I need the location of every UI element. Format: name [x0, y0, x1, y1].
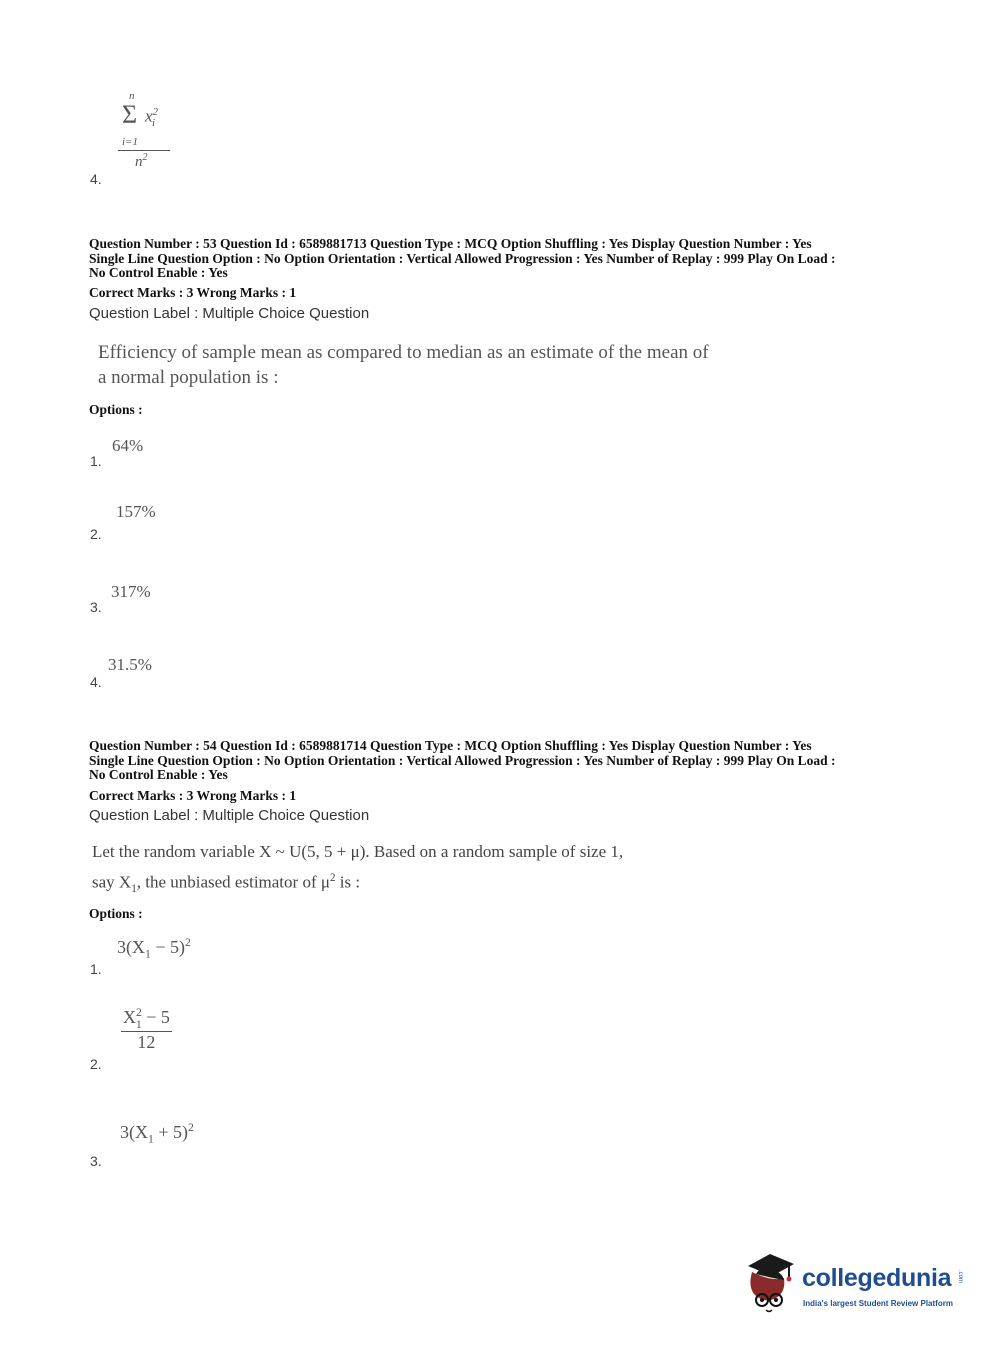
q54-option-2-numerator: $X^2_1 - 5$ — [123, 1006, 170, 1031]
q53-text-line-1: Efficiency of sample mean as compared to median as an estimate of the mean of — [98, 342, 709, 363]
q53-question-label: Question Label : Multiple Choice Question — [89, 305, 370, 322]
q54-text-line-2: say $X_1$, the unbiased estimator of $\mu^2$ is : — [92, 872, 361, 896]
q54-metadata — [89, 739, 919, 783]
denominator: $n^2$ — [135, 152, 148, 170]
q54-option-2-value — [121, 1006, 172, 1053]
q54-meta-line-1: Question Number : 54 Question Id : 6589881714 Question Type : MCQ Option Shuffling : Yes Display Question Number : Yes — [89, 738, 812, 753]
q54-question-text — [92, 838, 623, 903]
q53-meta-line-2: Single Line Question Option : No Option Orientation : Vertical Allowed Progression : Yes Number of Replay : 999 Play On Load : — [89, 250, 836, 266]
q53-options-heading: Options : — [89, 402, 143, 417]
q53-option-2-number: 2. — [90, 526, 102, 542]
q53-meta-line-1: Question Number : 53 Question Id : 6589881713 Question Type : MCQ Option Shuffling : Yes Display Question Number : Yes — [89, 236, 812, 251]
q54-option-2-fraction — [121, 1006, 172, 1053]
sum-upper-limit: n — [129, 90, 135, 102]
q53-question-text — [98, 340, 709, 390]
q53-marks: Correct Marks : 3 Wrong Marks : 1 — [89, 285, 297, 300]
q53-option-1-value: 64% — [112, 436, 144, 455]
q53-text-line-2: a normal population is : — [98, 367, 279, 388]
q53-option-3-value: 317% — [111, 582, 151, 601]
q54-marks: Correct Marks : 3 Wrong Marks : 1 — [89, 788, 297, 803]
q54-option-3-value: $3(X_1 + 5)^2$ — [120, 1121, 194, 1146]
q53-option-2-value: 157% — [116, 502, 156, 521]
q54-option-1-value: $3(X_1 - 5)^2$ — [117, 936, 191, 961]
collegedunia-logo — [742, 1252, 972, 1316]
q53-option-1-number: 1. — [90, 453, 102, 469]
q53-option-3-number: 3. — [90, 599, 102, 615]
q54-option-2-denominator: 12 — [121, 1031, 172, 1053]
q54-option-1-number: 1. — [90, 961, 102, 977]
q54-meta-line-3: No Control Enable : Yes — [89, 767, 228, 782]
q54-text-line-1: Let the random variable X ~ U(5, 5 + μ). Based on a random sample of size 1, — [92, 842, 624, 861]
q54-option-3-number: 3. — [90, 1153, 102, 1169]
mascot-icon — [742, 1252, 802, 1316]
sum-lower-limit: i=1 — [122, 136, 138, 148]
prev-option-4-formula — [118, 90, 188, 180]
sum-symbol: Σ — [122, 100, 138, 129]
q53-option-4-value: 31.5% — [108, 655, 152, 674]
prev-option-4-number: 4. — [90, 171, 102, 187]
q53-meta-line-3: No Control Enable : Yes — [89, 265, 228, 280]
q54-meta-line-2: Single Line Question Option : No Option Orientation : Vertical Allowed Progression : Yes Number of Replay : 999 Play On Load : — [89, 752, 836, 768]
q53-metadata — [89, 237, 919, 281]
q54-option-2-number: 2. — [90, 1056, 102, 1072]
fraction-bar — [118, 150, 170, 151]
q54-options-heading: Options : — [89, 906, 143, 921]
q54-question-label: Question Label : Multiple Choice Question — [89, 807, 370, 824]
sum-variable: $x^2_i$ — [145, 106, 159, 130]
logo-tagline: India's largest Student Review Platform — [803, 1299, 953, 1308]
logo-wordmark: collegedunia — [802, 1264, 952, 1292]
logo-tld: .com — [957, 1270, 963, 1284]
q53-option-4-number: 4. — [90, 674, 102, 690]
